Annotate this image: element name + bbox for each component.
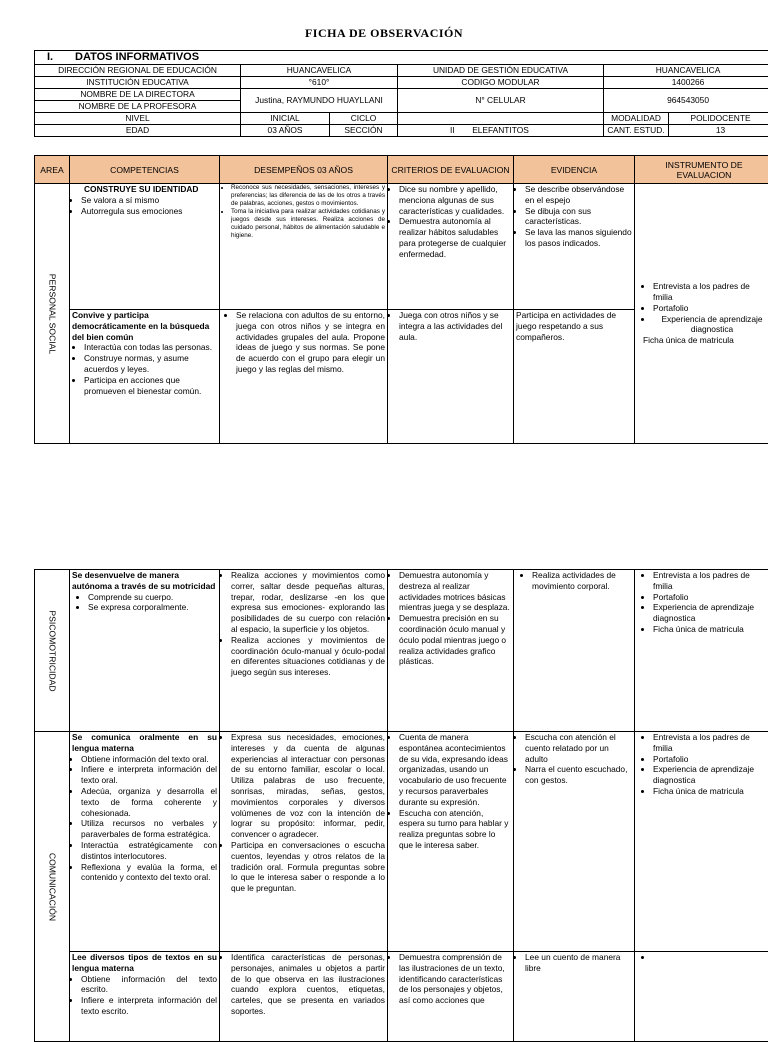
list-item: • Ficha única de matricula — [653, 624, 768, 635]
dre-value: HUANCAVELICA — [241, 65, 398, 77]
competencia-list — [72, 195, 217, 217]
criterios-list — [390, 184, 511, 260]
codigo-label: CODIGO MODULAR — [398, 77, 604, 89]
evidencia-list — [516, 732, 632, 786]
competencia-list — [72, 342, 217, 396]
list-item: • Ficha única de matricula — [653, 786, 768, 797]
personal-social-table — [34, 155, 768, 444]
list-item: • Se relaciona con adultos de su entorno, juega con otros niños y se integra en actividades grupales del aula. Propone ideas de juego y sus normas. Se pone de acuerdo con el grupo para elegir un juego y las reglas del mismo. — [236, 310, 385, 375]
criterios-list — [390, 570, 511, 667]
instrumento-cell — [635, 570, 768, 732]
ie-label: INSTITUCIÓN EDUCATIVA — [35, 77, 241, 89]
list-item: • Utiliza recursos no verbales y paraverbales de forma estratégica. — [81, 818, 217, 840]
list-item: • Autorregula sus emociones — [81, 206, 217, 217]
competencia-title: Convive y participa democráticamente en la búsqueda del bien común — [72, 310, 217, 342]
area-cell-psicomotricidad — [35, 570, 70, 732]
instrumento-list — [637, 952, 768, 963]
list-item: • Se expresa corporalmente. — [88, 602, 217, 613]
list-item: • Narra el cuento escuchado, con gestos. — [525, 764, 632, 786]
list-item: • Experiencia de aprendizaje diagnostica — [653, 314, 768, 336]
desempenos-cell — [220, 732, 388, 952]
nivel-label: NIVEL — [35, 113, 241, 125]
profesora-value: Justina, RAYMUNDO HUAYLLANI — [241, 89, 398, 113]
competencia-title: Se desenvuelve de manera autónoma a través de su motricidad — [72, 570, 217, 592]
modalidad-value: POLIDOCENTE — [669, 113, 768, 125]
list-item: • Obtiene información del texto escrito. — [81, 974, 217, 996]
list-item: • Portafolio — [653, 754, 768, 765]
dre-label: DIRECCIÓN REGIONAL DE EDUCACIÓN — [35, 65, 241, 77]
profesora-label: NOMBRE DE LA PROFESORA — [35, 101, 241, 113]
list-item: • Participa en conversaciones o escucha cuentos, leyendas y otros relatos de la tradición oral. Formula preguntas sobre lo que le interesa saber o responde a lo que le preguntan. — [231, 840, 385, 894]
list-item: • Infiere e interpreta información del texto escrito. — [81, 995, 217, 1017]
competencia-title: Lee diversos tipos de textos en su lengua materna — [72, 952, 217, 974]
list-item: • Comprende su cuerpo. — [88, 592, 217, 603]
list-item: • Se describe observándose en el espejo — [525, 184, 632, 206]
criterios-list — [390, 952, 511, 1006]
ugel-label: UNIDAD DE GESTIÓN EDUCATIVA — [398, 65, 604, 77]
desempenos-list — [222, 732, 385, 894]
datos-informativos-table — [34, 50, 768, 137]
desempenos-cell — [220, 570, 388, 732]
list-item — [653, 952, 768, 963]
nivel-value: INICIAL — [241, 113, 330, 125]
list-item: • Construye normas, y asume acuerdos y leyes. — [84, 353, 217, 375]
section-number: I. — [47, 51, 75, 64]
instrumento-cell — [635, 732, 768, 952]
header-competencias: COMPETENCIAS — [70, 156, 220, 184]
directora-label: NOMBRE DE LA DIRECTORA — [35, 89, 241, 101]
desempenos-list — [222, 184, 385, 240]
instrumento-cell — [635, 952, 768, 1042]
list-item: • Escucha con atención, espera su turno para hablar y realiza preguntas sobre lo que le interesa saber. — [399, 808, 511, 851]
list-item: • Reflexiona y evalúa la forma, el contenido y contexto del texto oral. — [81, 862, 217, 884]
evidencia-list — [516, 184, 632, 249]
page-title: FICHA DE OBSERVACIÓN — [0, 26, 768, 41]
list-item: • Escucha con atención el cuento relatado por un adulto — [525, 732, 632, 764]
criterios-cell — [388, 184, 514, 310]
list-item: • Juega con otros niños y se integra a las actividades del aula. — [399, 310, 511, 342]
psicomotricidad-comunicacion-table — [34, 569, 768, 1042]
evidencia-cell — [514, 310, 635, 444]
list-item: • Demuestra autonomía al realizar hábitos saludables para protegerse de cualquier enfermedad. — [399, 216, 511, 259]
section-title: DATOS INFORMATIVOS — [75, 51, 103, 64]
celular-value: 964543050 — [604, 89, 768, 113]
competencia-title: Se comunica oralmente en su lengua materna — [72, 732, 217, 754]
desempenos-list — [222, 570, 385, 678]
list-item: • Demuestra autonomía y destreza al realizar actividades motrices básicas mientras juega y se desplaza. — [399, 570, 511, 613]
codigo-value: 1400266 — [604, 77, 768, 89]
desempenos-list — [222, 952, 385, 1017]
list-item: • Identifica características de personas, personajes, animales u objetos a partir de lo que observa en las ilustraciones cuando explora cuentos, etiquetas, carteles, que se presenta en variados soportes. — [231, 952, 385, 1017]
evidencia-text: Participa en actividades de juego respetando a sus compañeros. — [516, 310, 632, 342]
cant-label: CANT. ESTUD. — [604, 125, 669, 137]
competencia-list — [72, 754, 217, 884]
list-item: • Se lava las manos siguiendo los pasos indicados. — [525, 227, 632, 249]
list-item: • Participa en acciones que promueven el bienestar común. — [84, 375, 217, 397]
list-item: • Reconoce sus necesidades, sensaciones, intereses y preferencias; las diferencia de las de los otros a través de palabras, acciones, gestos o movimientos. — [231, 184, 385, 208]
seccion-value: ELEFANTITOS — [398, 125, 604, 137]
header-desempenos: DESEMPEÑOS 03 AÑOS — [220, 156, 388, 184]
desempenos-cell — [220, 310, 388, 444]
list-item: • Portafolio — [653, 592, 768, 603]
competencia-cell — [70, 310, 220, 444]
list-item: • Experiencia de aprendizaje diagnostica — [653, 602, 768, 624]
header-evidencia: EVIDENCIA — [514, 156, 635, 184]
criterios-cell — [388, 570, 514, 732]
ie-value: °610° — [241, 77, 398, 89]
ciclo-label: CICLO — [330, 113, 398, 125]
ciclo-value: II — [450, 125, 455, 136]
evidencia-cell — [514, 184, 635, 310]
list-item: • Entrevista a los padres de fmilia — [653, 570, 768, 592]
competencia-cell — [70, 184, 220, 310]
evidencia-cell — [514, 732, 635, 952]
header-instrumento: INSTRUMENTO DE EVALUACION — [635, 156, 768, 184]
competencia-list — [72, 592, 217, 614]
list-item: • Realiza actividades de movimiento corporal. — [532, 570, 632, 592]
evidencia-list — [516, 570, 632, 592]
list-item: • Realiza acciones y movimientos como correr, saltar desde pequeñas alturas, trepar, rodar, deslizarse -en los que expresa sus emociones- explorando las posibilidades de su cuerpo con relación al espacio, la superficie y los objetos. — [231, 570, 385, 635]
list-item: • Obtiene información del texto oral. — [81, 754, 217, 765]
evidencia-cell — [514, 570, 635, 732]
criterios-list — [390, 732, 511, 851]
criterios-cell — [388, 732, 514, 952]
list-item: • Entrevista a los padres de fmilia — [653, 281, 768, 303]
competencia-list — [72, 974, 217, 1017]
competencia-cell — [70, 570, 220, 732]
area-cell-personal-social — [35, 184, 70, 444]
list-item: • Se valora a sí mismo — [81, 195, 217, 206]
section-header — [35, 51, 768, 65]
list-item: • Toma la iniciativa para realizar actividades cotidianas y juegos desde sus intereses. Realiza acciones de cuidado personal, hábitos de alimentación saludable e higiene. — [231, 208, 385, 240]
header-area: AREA — [35, 156, 70, 184]
list-item: • Demuestra precisión en su coordinación óculo manual y óculo podal mientras juego o realiza actividades grafico plásticas. — [399, 613, 511, 667]
modalidad-label: MODALIDAD — [604, 113, 669, 125]
desempenos-cell — [220, 952, 388, 1042]
area-label: COMUNICACIÓN — [47, 852, 58, 920]
list-item: • Interactúa estratégicamente con distintos interlocutores. — [81, 840, 217, 862]
seccion-label: SECCIÓN — [330, 125, 398, 137]
cant-value: 13 — [669, 125, 768, 137]
desempenos-list — [222, 310, 385, 375]
edad-value: 03 AÑOS — [241, 125, 330, 137]
area-cell-comunicacion — [35, 732, 70, 1042]
celular-label: N° CELULAR — [398, 89, 604, 113]
desempenos-cell — [220, 184, 388, 310]
list-item: • Se dibuja con sus características. — [525, 206, 632, 228]
header-criterios: CRITERIOS DE EVALUACION — [388, 156, 514, 184]
list-item: • Experiencia de aprendizaje diagnostica — [653, 764, 768, 786]
evidencia-cell — [514, 952, 635, 1042]
list-item: • Cuenta de manera espontánea acontecimientos de su vida, expresando ideas organizadas, usando un vocabulario de uso frecuente y recursos paraverbales durante su expresión. — [399, 732, 511, 808]
list-item: • Dice su nombre y apellido, menciona algunas de sus características y cualidades. — [399, 184, 511, 216]
edad-label: EDAD — [35, 125, 241, 137]
list-item: • Adecúa, organiza y desarrolla el texto de forma coherente y cohesionada. — [81, 786, 217, 818]
instrumento-list — [637, 281, 768, 335]
list-item: • Portafolio — [653, 303, 768, 314]
list-item: • Entrevista a los padres de fmilia — [653, 732, 768, 754]
list-item: • Infiere e interpreta información del texto oral. — [81, 764, 217, 786]
ugel-value: HUANCAVELICA — [604, 65, 768, 77]
list-item: • Expresa sus necesidades, emociones, intereses y da cuenta de algunas experiencias al interactuar con personas de su entorno familiar, escolar o local. Utiliza palabras de uso frecuente, sonrisas, miradas, señas, gestos, movimientos corporales y diversos volúmenes de voz con la intención de lograr su propósito: informar, pedir, convencer o agradecer. — [231, 732, 385, 840]
instrumento-cell — [635, 184, 768, 444]
instrumento-list — [637, 570, 768, 635]
criterios-cell — [388, 310, 514, 444]
area-label: PERSONAL SOCIAL — [47, 273, 58, 353]
instrumento-list — [637, 732, 768, 797]
instrumento-extra: Ficha única de matricula — [637, 335, 768, 346]
list-item: • Lee un cuento de manera libre — [525, 952, 632, 974]
list-item: • Demuestra comprensión de las ilustraciones de un texto, identificando características de los personajes y objetos, así como acciones que — [399, 952, 511, 1006]
area-label: PSICOMOTRICIDAD — [47, 610, 58, 691]
competencia-cell — [70, 952, 220, 1042]
evidencia-list — [516, 952, 632, 974]
list-item: • Interactúa con todas las personas. — [84, 342, 217, 353]
list-item: • Realiza acciones y movimientos de coordinación óculo-manual y óculo-podal en diferentes situaciones cotidianas y de juego según sus intereses. — [231, 635, 385, 678]
competencia-cell — [70, 732, 220, 952]
criterios-cell — [388, 952, 514, 1042]
criterios-list — [390, 310, 511, 342]
competencia-title: CONSTRUYE SU IDENTIDAD — [72, 184, 217, 195]
